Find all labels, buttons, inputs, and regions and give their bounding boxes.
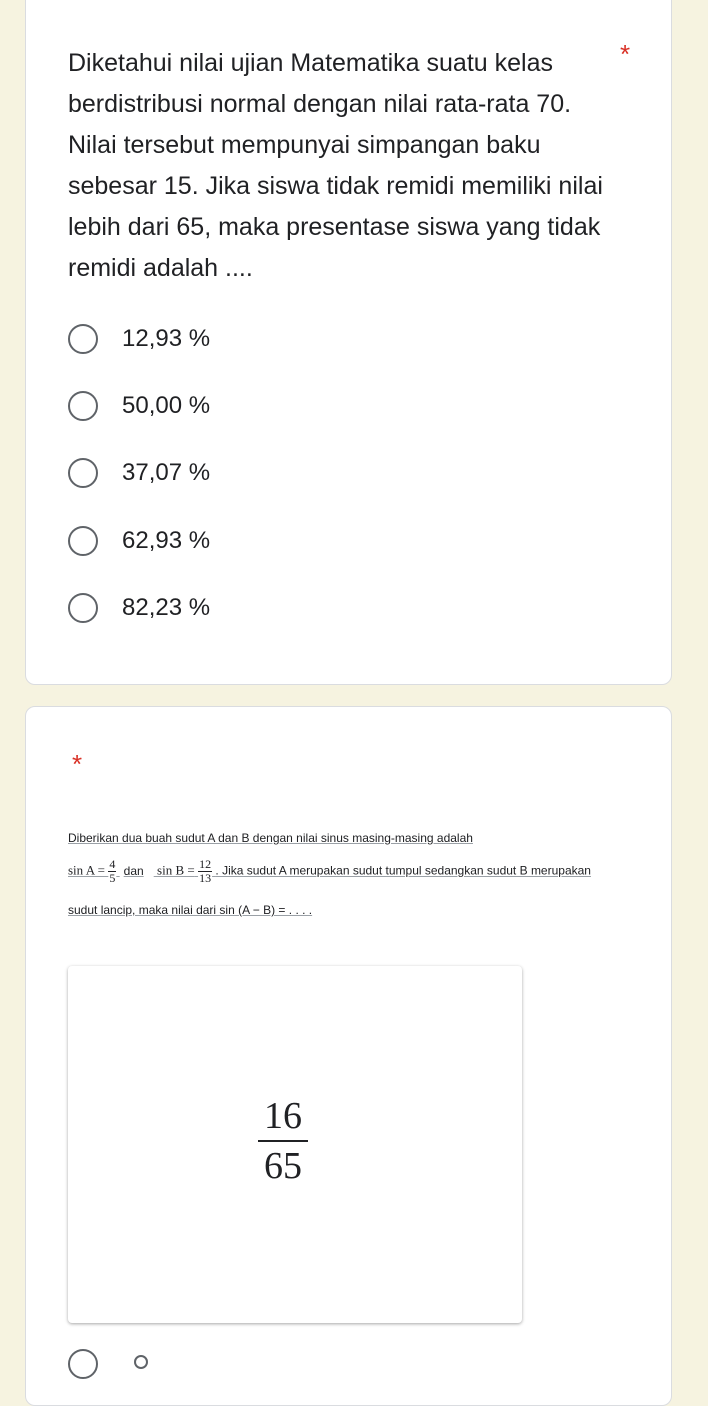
radio-button-icon[interactable]	[68, 526, 98, 556]
option-3[interactable]	[68, 453, 368, 493]
conjunction: dan	[123, 863, 144, 878]
sin-b-fraction	[198, 858, 212, 885]
question-card-2	[25, 706, 672, 1406]
question-2-line-2	[68, 858, 591, 885]
option-2[interactable]	[68, 386, 368, 426]
required-asterisk: *	[72, 749, 83, 779]
fraction-numerator: 12	[199, 857, 212, 871]
option-4[interactable]	[68, 521, 368, 561]
radio-button-icon[interactable]	[68, 458, 98, 488]
sin-a-fraction	[108, 858, 116, 885]
question-2-line-2-tail: . Jika sudut A merupakan sudut tumpul sedangkan sudut B merupakan	[215, 863, 591, 878]
option-label: 62,93 %	[122, 527, 211, 554]
option-label: 50,00 %	[122, 392, 211, 419]
radio-button-icon[interactable]	[68, 1349, 98, 1379]
fraction-numerator: 16	[258, 1094, 308, 1142]
option-label: 12,93 %	[122, 325, 211, 352]
option-5[interactable]	[68, 588, 368, 628]
radio-button-icon[interactable]	[68, 593, 98, 623]
fraction-denominator: 5	[109, 871, 116, 885]
answer-option-image-1[interactable]	[68, 966, 522, 1323]
option-label: 37,07 %	[122, 459, 211, 486]
sin-b-label: sin B =	[157, 862, 195, 878]
fraction-numerator: 4	[109, 857, 116, 871]
radio-button-icon[interactable]	[68, 324, 98, 354]
sin-a-label: sin A =	[68, 862, 105, 878]
radio-button-icon[interactable]	[134, 1355, 148, 1369]
question-card-1	[25, 0, 672, 685]
answer-fraction	[258, 1094, 308, 1188]
required-asterisk: *	[620, 39, 631, 69]
question-2-line-3: sudut lancip, maka nilai dari sin (A − B) = . . . .	[68, 903, 313, 917]
option-1[interactable]	[68, 319, 368, 359]
option-label: 82,23 %	[122, 594, 211, 621]
fraction-denominator: 65	[264, 1145, 302, 1187]
question-1-text: Diketahui nilai ujian Matematika suatu kelas berdistribusi normal dengan nilai rata-rata 70. Nilai tersebut mempunyai simpangan baku sebesar 15. Jika siswa tidak remidi memiliki nilai lebih dari 65, maka presentase siswa yang tidak remidi adalah ....	[68, 49, 603, 282]
fraction-denominator: 13	[199, 871, 212, 885]
question-2-line-1: Diberikan dua buah sudut A dan B dengan nilai sinus masing-masing adalah	[68, 831, 473, 845]
radio-button-icon[interactable]	[68, 391, 98, 421]
